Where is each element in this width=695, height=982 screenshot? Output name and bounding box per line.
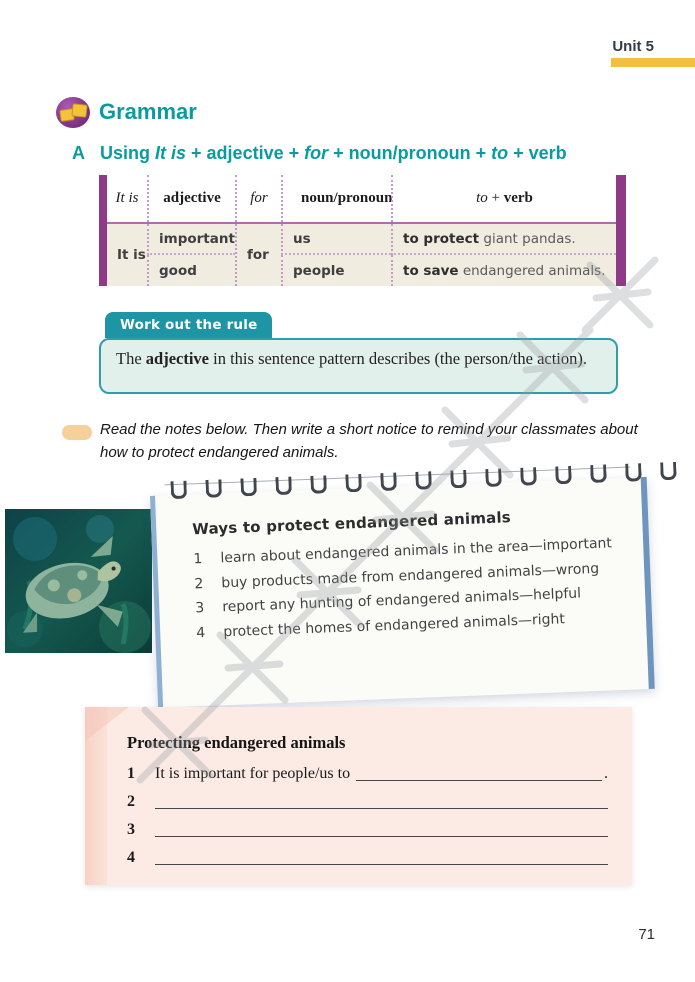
item-number: 3 <box>195 600 205 617</box>
form-title: Protecting endangered animals <box>127 733 346 752</box>
cell-noun-2: people <box>281 255 391 286</box>
header-cell-it-is: It is <box>115 190 139 206</box>
title-part: + adjective + <box>186 143 305 163</box>
unit-accent-bar <box>611 58 695 67</box>
notepad <box>150 477 655 708</box>
blank-line <box>155 808 608 809</box>
verb-bold: to protect <box>403 230 480 247</box>
form-row <box>127 764 608 783</box>
header-cell-for: for <box>235 175 281 222</box>
section-a-title <box>100 143 660 164</box>
row-suffix: . <box>604 765 608 782</box>
item-number: 1 <box>193 551 203 568</box>
header-noun-text: noun/pronoun <box>301 189 393 206</box>
row-number: 2 <box>127 793 135 810</box>
form-row <box>127 792 608 811</box>
section-a-label: A <box>72 143 85 163</box>
row-number: 1 <box>127 765 135 782</box>
row-number: 3 <box>127 821 135 838</box>
verb-bold: to save <box>403 262 459 279</box>
header-cell-noun-pronoun <box>281 175 391 222</box>
grammar-puzzle-icon <box>56 97 90 128</box>
item-number: 2 <box>194 575 204 592</box>
header-to: to <box>476 190 488 206</box>
title-part-italic: It is <box>155 143 187 163</box>
title-part: + verb <box>508 143 567 163</box>
title-part-italic: for <box>304 143 329 163</box>
blank-line <box>155 864 608 865</box>
table-header-row <box>107 175 616 224</box>
table-body <box>107 224 616 286</box>
row-number: 4 <box>127 849 135 866</box>
page-number: 71 <box>638 926 655 943</box>
verb-rest: endangered animals. <box>458 262 606 279</box>
cell-adjective-2: good <box>147 255 235 286</box>
header-plus: + <box>487 190 504 206</box>
cell-it-is: It is <box>117 247 146 263</box>
cell-noun-1: us <box>281 224 391 255</box>
answer-form <box>85 707 632 885</box>
sea-turtle-photo <box>5 509 152 653</box>
notepad-title: Ways to protect endangered animals <box>191 508 512 539</box>
rule-badge: Work out the rule <box>105 312 272 338</box>
blank-line <box>155 836 608 837</box>
cell-adjective-1: important <box>147 224 235 255</box>
unit-label: Unit 5 <box>612 38 654 55</box>
item-text: report any hunting of endangered animals—helpful <box>222 585 582 616</box>
form-row <box>127 820 608 839</box>
title-part: Using <box>100 143 156 163</box>
form-row <box>127 848 608 867</box>
instruction-marker <box>62 425 92 440</box>
grammar-pattern-table <box>99 175 626 286</box>
item-number: 4 <box>195 624 206 641</box>
header-cell-adjective: adjective <box>147 175 235 222</box>
rule-text: The <box>116 349 146 368</box>
verb-rest: giant pandas. <box>479 230 576 247</box>
item-text: buy products made from endangered animals—wrong <box>221 560 600 591</box>
title-part: + noun/pronoun + <box>328 143 492 163</box>
header-cell-to-verb <box>391 175 616 222</box>
rule-box <box>99 338 618 394</box>
item-text: protect the homes of endangered animals—right <box>222 610 566 640</box>
cell-verb-2 <box>391 255 616 286</box>
header-verb: verb <box>503 190 533 206</box>
title-part-italic: to <box>491 143 509 163</box>
cell-verb-1 <box>391 224 616 255</box>
exercise-instruction: Read the notes below. Then write a short notice to remind your classmates about how to protect endangered animals. <box>100 421 638 461</box>
grammar-title: Grammar <box>99 99 197 124</box>
cell-for: for <box>235 224 281 286</box>
blank-line <box>356 780 602 781</box>
item-text: learn about endangered animals in the area—important <box>220 535 613 567</box>
rule-text: in this sentence pattern describes (the person/the action). <box>209 349 588 368</box>
rule-text-bold: adjective <box>145 349 210 368</box>
row-prefix: It is important for people/us to <box>155 765 351 782</box>
